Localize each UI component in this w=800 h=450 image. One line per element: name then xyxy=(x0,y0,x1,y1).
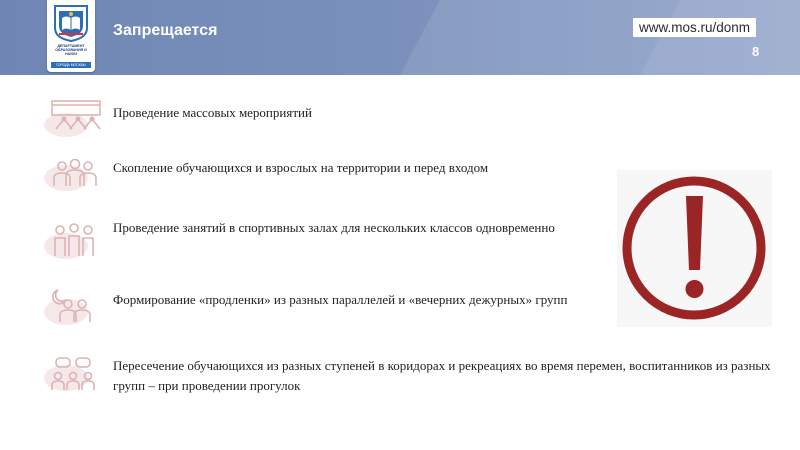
logo-city: ГОРОДА МОСКВЫ xyxy=(51,62,91,68)
crowd-icon xyxy=(44,156,106,194)
list-item: Проведение массовых мероприятий xyxy=(113,105,312,120)
page-number: 8 xyxy=(752,44,760,59)
logo-emblem-icon xyxy=(53,4,89,42)
list-item: Скопление обучающихся и взрослых на территории и перед входом xyxy=(113,160,489,175)
warning-box xyxy=(617,170,772,327)
moon-group-icon xyxy=(44,288,106,326)
list-item: Пересечение обучающихся из разных ступеней в коридорах и рекреациях во время перемен, воспитанников из разных групп – при проведении прогулок xyxy=(113,358,771,393)
group-people-icon xyxy=(44,222,106,260)
exclamation-circle-icon xyxy=(617,170,772,327)
list-item: Проведение занятий в спортивных залах для нескольких классов одновременно xyxy=(113,220,555,235)
conference-hall-icon xyxy=(44,99,106,137)
logo-text: ДЕПАРТАМЕНТ ОБРАЗОВАНИЯ И НАУКИ xyxy=(55,44,87,57)
url-link[interactable]: www.mos.ru/donm xyxy=(633,18,756,37)
page-title: Запрещается xyxy=(113,22,218,39)
list-item: Формирование «продленки» из разных параллелей и «вечерних дежурных» групп xyxy=(113,292,568,307)
communication-icon xyxy=(44,356,106,394)
department-logo xyxy=(47,0,95,72)
